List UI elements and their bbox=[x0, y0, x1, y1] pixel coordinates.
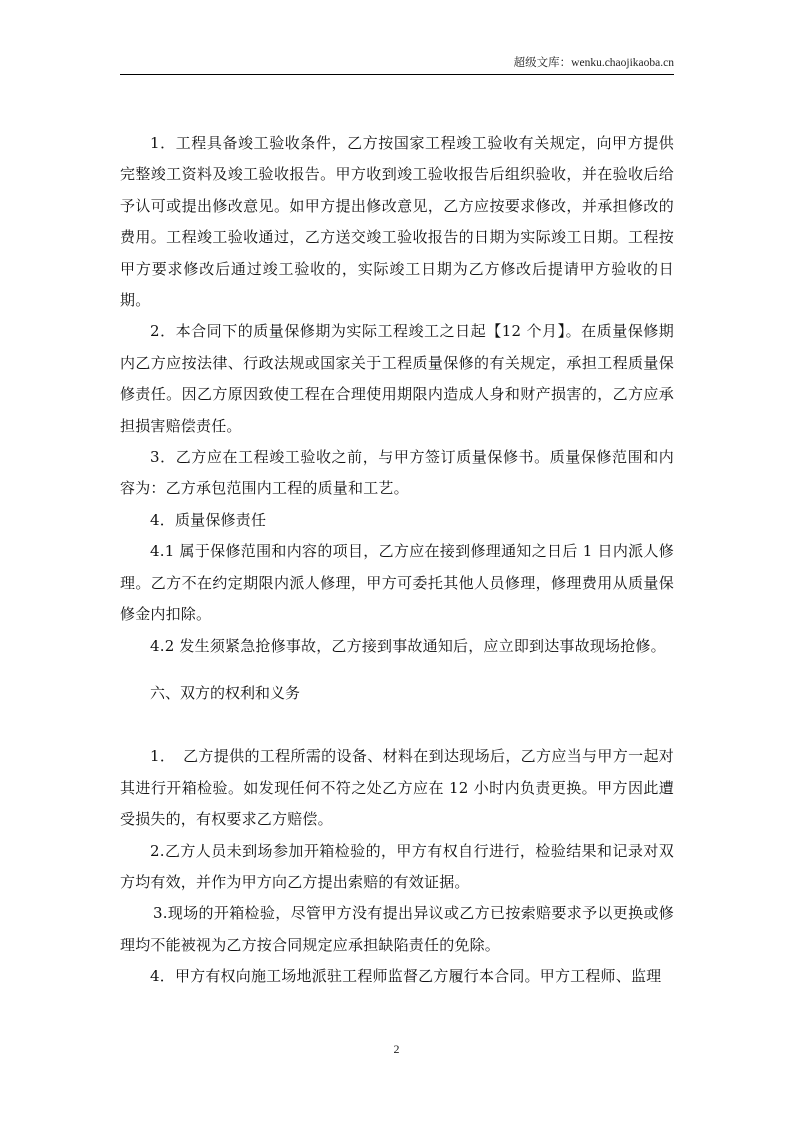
paragraph-absent-inspection: 2.乙方人员未到场参加开箱检验的，甲方有权自行进行，检验结果和记录对双方均有效，并作为甲方向乙方提出索赔的有效证据。 bbox=[120, 841, 674, 891]
paragraph-warranty-period: 2．本合同下的质量保修期为实际工程竣工之日起【12 个月】。在质量保修期内乙方应按法律、行政法规或国家关于工程质量保修的有关规定，承担工程质量保修责任。因乙方原因致使工程在合理使用期限内造成人身和财产损害的，乙方应承担损害赔偿责任。 bbox=[120, 322, 674, 435]
paragraph-no-exemption: 3.现场的开箱检验，尽管甲方没有提出异议或乙方已按索赔要求予以更换或修理均不能被视为乙方按合同规定应承担缺陷责任的免除。 bbox=[120, 904, 674, 954]
paragraph-emergency-repair: 4.2 发生须紧急抢修事故，乙方接到事故通知后，应立即到达事故现场抢修。 bbox=[150, 636, 666, 655]
paragraph-unpacking-inspection: 1． 乙方提供的工程所需的设备、材料在到达现场后，乙方应当与甲方一起对其进行开箱检验。如发现任何不符之处乙方应在 12 小时内负责更换。甲方因此遭受损失的，有权要求乙方赔偿。 bbox=[120, 747, 674, 829]
page-number: 2 bbox=[393, 1042, 400, 1056]
paragraph-warranty-responsibility: 4．质量保修责任 bbox=[150, 510, 267, 529]
header-source-text: 超级文库：wenku.chaojikaoba.cn bbox=[513, 57, 674, 69]
paragraph-engineer-supervision: 4．甲方有权向施工场地派驻工程师监督乙方履行本合同。甲方工程师、监理 bbox=[150, 967, 662, 986]
page-header bbox=[120, 52, 674, 75]
paragraph-completion-acceptance: 1．工程具备竣工验收条件，乙方按国家工程竣工验收有关规定，向甲方提供完整竣工资料及竣工验收报告。甲方收到竣工验收报告后组织验收，并在验收后给予认可或提出修改意见。如甲方提出修改意见，乙方应按要求修改，并承担修改的费用。工程竣工验收通过，乙方送交竣工验收报告的日期为实际竣工日期。工程按甲方要求修改后通过竣工验收的，实际竣工日期为乙方修改后提请甲方验收的日期。 bbox=[120, 134, 674, 310]
section-title-rights-obligations: 六、双方的权利和义务 bbox=[150, 683, 301, 702]
paragraph-warranty-repair: 4.1 属于保修范围和内容的项目，乙方应在接到修理通知之日后 1 日内派人修理。乙方不在约定期限内派人修理，甲方可委托其他人员修理，修理费用从质量保修金内扣除。 bbox=[120, 542, 674, 624]
paragraph-warranty-agreement: 3．乙方应在工程竣工验收之前，与甲方签订质量保修书。质量保修范围和内容为：乙方承包范围内工程的质量和工艺。 bbox=[120, 448, 674, 498]
document-body bbox=[120, 128, 674, 993]
